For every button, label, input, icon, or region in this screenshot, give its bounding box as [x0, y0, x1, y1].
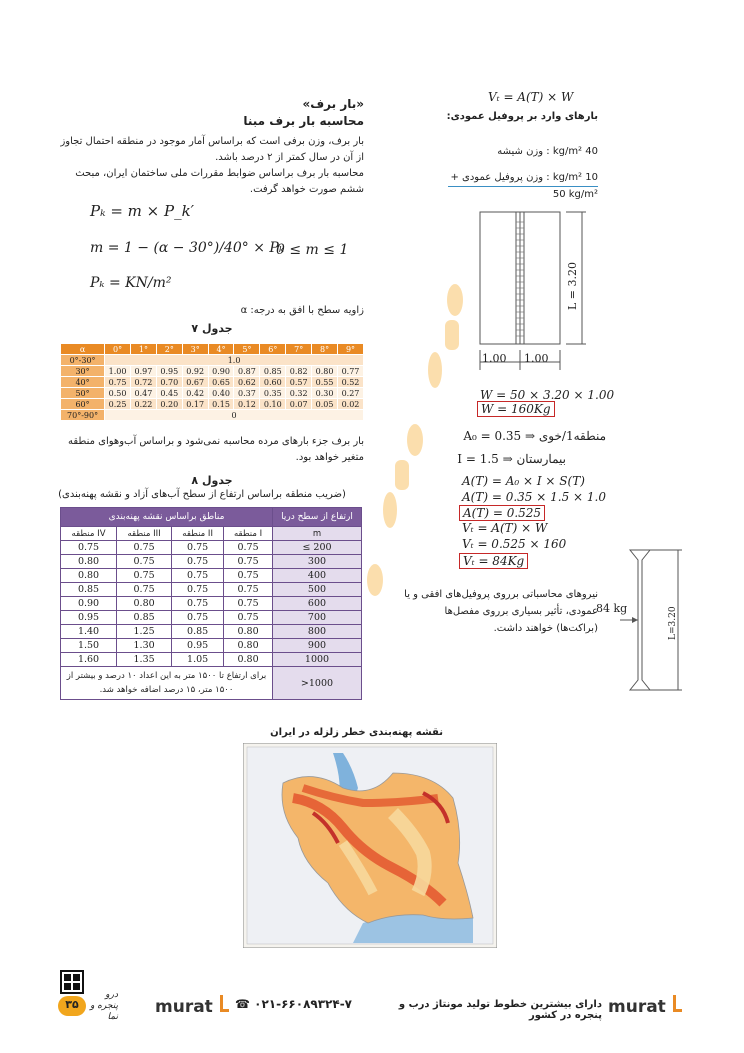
table8-cell: 0.75 [172, 583, 224, 597]
table7-header: 4° [208, 344, 234, 355]
table8-cell: 0.75 [172, 597, 224, 611]
brand-name: murat [608, 997, 666, 1017]
table8-cell: 0.75 [224, 569, 273, 583]
table8-cell: 0.90 [61, 597, 117, 611]
table-row [61, 366, 364, 377]
map-title: نقشه پهنه‌بندی خطر زلزله در ایران [270, 727, 443, 738]
table8-altitude: 1000 [273, 653, 362, 667]
table8-cell: 0.75 [117, 569, 172, 583]
table7-cell: 0.30 [312, 388, 338, 399]
table7-cell: 0.67 [182, 377, 208, 388]
formula-vt: Vₜ = A(T) × W [488, 90, 574, 104]
vt-formula-2: Vₜ = 0.525 × 160 [462, 537, 567, 551]
table7-cell: 0.42 [182, 388, 208, 399]
table7-cell: 0.40 [208, 388, 234, 399]
footer-logo-left [155, 995, 230, 1015]
table7-cell: 0.07 [286, 399, 312, 410]
brand-mark-icon [673, 995, 682, 1012]
formula-pk-unit: Pₖ = KN/m² [90, 275, 172, 291]
table7-cell: 0.82 [286, 366, 312, 377]
table8-cell: 1.60 [61, 653, 117, 667]
window-logo-icon [60, 970, 84, 994]
table8-unit: m [273, 527, 362, 541]
table7-header: 8° [312, 344, 338, 355]
table-row [61, 399, 364, 410]
table-row [61, 653, 362, 667]
table-7 [60, 343, 364, 421]
force-label: 84 kg [596, 602, 628, 615]
table8-header-zones: مناطق براساس نقشه پهنه‌بندی [61, 508, 273, 527]
table7-cell: 0.65 [208, 377, 234, 388]
profile-weight: 10 kg/m² : وزن پروفیل عمودی + [450, 172, 598, 183]
table8-cell: 0.95 [61, 611, 117, 625]
table7-header: 2° [156, 344, 182, 355]
table8-altitude: 300 [273, 555, 362, 569]
force-diagram [620, 548, 700, 693]
table8-cell: 0.75 [172, 569, 224, 583]
table-row [61, 555, 362, 569]
table8-note: برای ارتفاع تا ۱۵۰۰ متر به این اعداد ۱۰ درصد و بیشتر از ۱۵۰۰ متر، ۱۵ درصد اضافه خواهد شد. [61, 667, 273, 700]
table8-cell: 0.85 [61, 583, 117, 597]
table7-cell: 0.75 [105, 377, 131, 388]
table8-cell: 0.75 [224, 611, 273, 625]
table7-cell: 0.10 [260, 399, 286, 410]
alpha-note: زاویه سطح با افق به درجه: α [240, 305, 364, 316]
table7-cell: 0.72 [130, 377, 156, 388]
table7-cell: 0.37 [234, 388, 260, 399]
table7-row-label: 40° [61, 377, 105, 388]
table-row [61, 410, 364, 421]
section-title: «بار برف» [302, 97, 364, 111]
table7-header: 6° [260, 344, 286, 355]
table-row [61, 611, 362, 625]
table8-cell: 1.35 [117, 653, 172, 667]
table7-cell: 0.80 [312, 366, 338, 377]
brand-mark-icon [220, 995, 229, 1012]
table7-cell: 0.90 [208, 366, 234, 377]
glass-weight: 40 kg/m² : وزن شیشه [497, 146, 598, 157]
paragraph-definition: بار برف، وزن برفی است که براساس آمار موجود در منطقه احتمال تجاوز از آن در سال کمتر از ۲ درصد باشد. [60, 136, 364, 163]
table8-zone-header: منطقه I [224, 527, 273, 541]
table7-cell: 0.17 [182, 399, 208, 410]
table8-altitude: ≤ 200 [273, 541, 362, 555]
table8-cell: 0.75 [224, 583, 273, 597]
seismic-zoning-map [243, 743, 497, 948]
table-row [61, 355, 364, 366]
table7-cell: 0.62 [234, 377, 260, 388]
table7-cell: 0.55 [312, 377, 338, 388]
table7-header: 1° [130, 344, 156, 355]
table7-cell: 0.05 [312, 399, 338, 410]
table7-cell: 0.47 [130, 388, 156, 399]
table7-cell: 0.70 [156, 377, 182, 388]
table8-altitude: 800 [273, 625, 362, 639]
table8-cell: 1.05 [172, 653, 224, 667]
weight-sum: 50 kg/m² [552, 189, 598, 200]
section-subtitle: محاسبه بار برف مبنا [243, 114, 364, 128]
table8-cell: 1.25 [117, 625, 172, 639]
table8-cell: 1.30 [117, 639, 172, 653]
table-row [61, 597, 362, 611]
table8-cell: 0.80 [224, 625, 273, 639]
force-height-label: L=3.20 [668, 606, 678, 640]
table8-cell: 1.50 [61, 639, 117, 653]
table8-cell: 0.80 [224, 653, 273, 667]
table7-cell: 0 [105, 410, 364, 421]
table7-cell: 1.0 [105, 355, 364, 366]
table8-cell: 0.75 [172, 541, 224, 555]
paragraph-regulation: محاسبه بار برف براساس ضوابط مقررات ملی ساختمان ایران، مبحث ششم صورت خواهد گرفت. [75, 168, 364, 195]
table8-zone-header: منطقه II [172, 527, 224, 541]
table8-cell: 0.95 [172, 639, 224, 653]
phone-icon: ☎ [235, 997, 250, 1011]
frame-width-label: 1.00 [482, 352, 507, 365]
table8-cell: 0.75 [172, 555, 224, 569]
brand-name: murat [155, 997, 213, 1017]
table7-cell: 0.32 [286, 388, 312, 399]
table7-row-label: 50° [61, 388, 105, 399]
page-number: ۳۵ [65, 998, 79, 1011]
frame-width-label: 1.00 [524, 352, 549, 365]
formula-pk: Pₖ = m × P_k′ [90, 202, 195, 220]
at-result: A(T) = 0.525 [459, 505, 545, 521]
table8-zone-header: منطقه IV [61, 527, 117, 541]
table7-cell: 0.27 [337, 388, 363, 399]
table7-row-label: 70°-90° [61, 410, 105, 421]
table7-cell: 0.87 [234, 366, 260, 377]
table7-cell: 0.25 [105, 399, 131, 410]
table8-cell: 1.40 [61, 625, 117, 639]
weight-formula: W = 50 × 3.20 × 1.00 [480, 388, 615, 402]
table7-header: 7° [286, 344, 312, 355]
table7-header: 5° [234, 344, 260, 355]
table-8 [60, 507, 362, 700]
table7-cell: 0.50 [105, 388, 131, 399]
table8-caption: (ضریب منطقه براساس ارتفاع از سطح آب‌های آزاد و نقشه پهنه‌بندی) [58, 489, 346, 500]
table7-header: α [61, 344, 105, 355]
footer-logo-text: درو پنجره و نما [90, 990, 118, 1022]
table7-title: جدول ۷ [191, 322, 233, 335]
table8-cell: 0.75 [224, 555, 273, 569]
table7-cell: 0.57 [286, 377, 312, 388]
table8-cell: 0.80 [61, 569, 117, 583]
table8-cell: 0.75 [117, 555, 172, 569]
importance-factor: بیمارستان ⇒ I = 1.5 [457, 452, 566, 466]
footer-phone [235, 997, 352, 1011]
footer-tagline: دارای بیشترین خطوط تولید مونتاژ درب و پنجره در کشور [398, 999, 602, 1021]
table7-cell: 0.02 [337, 399, 363, 410]
table-row [61, 583, 362, 597]
table8-cell: 0.75 [117, 541, 172, 555]
table7-row-label: 0°-30° [61, 355, 105, 366]
vt-formula-1: Vₜ = A(T) × W [462, 521, 548, 535]
table8-altitude: 600 [273, 597, 362, 611]
table7-cell: 0.97 [130, 366, 156, 377]
table-row [61, 377, 364, 388]
table8-cell: 0.85 [172, 625, 224, 639]
sum-divider [448, 186, 598, 187]
at-formula-2: A(T) = 0.35 × 1.5 × 1.0 [462, 490, 606, 504]
table7-header: 9° [337, 344, 363, 355]
table8-altitude: 500 [273, 583, 362, 597]
table7-cell: 1.00 [105, 366, 131, 377]
table8-title: جدول ۸ [191, 474, 233, 487]
formula-m: m = 1 − (α − 30°)/40° × Pₖ [90, 240, 284, 256]
formula-m-range: 0 ≤ m ≤ 1 [276, 242, 349, 258]
table-row [61, 639, 362, 653]
table8-cell: 0.80 [61, 555, 117, 569]
table8-cell: 0.75 [172, 611, 224, 625]
table7-cell: 0.15 [208, 399, 234, 410]
table-row [61, 388, 364, 399]
table7-cell: 0.95 [156, 366, 182, 377]
table8-altitude: >1000 [273, 667, 362, 700]
paragraph-snow-load: بار برف جزء بارهای مرده محاسبه نمی‌شود و براساس آب‌وهوای منطقه متغیر خواهد بود. [67, 436, 364, 463]
table7-cell: 0.77 [337, 366, 363, 377]
table7-cell: 0.45 [156, 388, 182, 399]
table-row [61, 625, 362, 639]
table7-row-label: 60° [61, 399, 105, 410]
table7-header: 3° [182, 344, 208, 355]
table8-cell: 0.75 [224, 597, 273, 611]
table7-row-label: 30° [61, 366, 105, 377]
frame-height-label: L = 3.20 [566, 261, 579, 310]
table7-cell: 0.52 [337, 377, 363, 388]
vt-result: Vₜ = 84Kg [459, 553, 528, 569]
table8-cell: 0.75 [224, 541, 273, 555]
table8-zone-header: منطقه III [117, 527, 172, 541]
loads-title: بارهای وارد بر پروفیل عمودی: [446, 111, 598, 122]
table8-altitude: 900 [273, 639, 362, 653]
table8-header-altitude: ارتفاع از سطح دریا [273, 508, 362, 527]
table8-cell: 0.85 [117, 611, 172, 625]
table7-cell: 0.60 [260, 377, 286, 388]
table8-altitude: 700 [273, 611, 362, 625]
table8-cell: 0.75 [61, 541, 117, 555]
at-formula-1: A(T) = A₀ × I × S(T) [462, 474, 585, 488]
table-row [61, 667, 362, 700]
zone-factor: منطقه1/خوی ⇒ A₀ = 0.35 [463, 429, 606, 443]
table7-header: 0° [105, 344, 131, 355]
table7-cell: 0.20 [156, 399, 182, 410]
table8-cell: 0.80 [117, 597, 172, 611]
weight-result: W = 160Kg [477, 401, 555, 417]
table8-cell: 0.80 [224, 639, 273, 653]
table-row [61, 569, 362, 583]
table7-cell: 0.85 [260, 366, 286, 377]
table8-cell: 0.75 [117, 583, 172, 597]
footer-logo-right [608, 995, 683, 1015]
footer-phone-number: ۰۲۱-۶۶۰۸۹۳۲۴-۷ [254, 997, 352, 1011]
table7-cell: 0.12 [234, 399, 260, 410]
table7-cell: 0.22 [130, 399, 156, 410]
table-row [61, 541, 362, 555]
table8-altitude: 400 [273, 569, 362, 583]
table7-cell: 0.35 [260, 388, 286, 399]
table7-cell: 0.92 [182, 366, 208, 377]
paragraph-forces: نیروهای محاسباتی برروی پروفیل‌های افقی و یا عمودی، تأثیر بسیاری برروی مفصل‌ها (براکت‌ها) خواهند داشت. [404, 589, 598, 634]
